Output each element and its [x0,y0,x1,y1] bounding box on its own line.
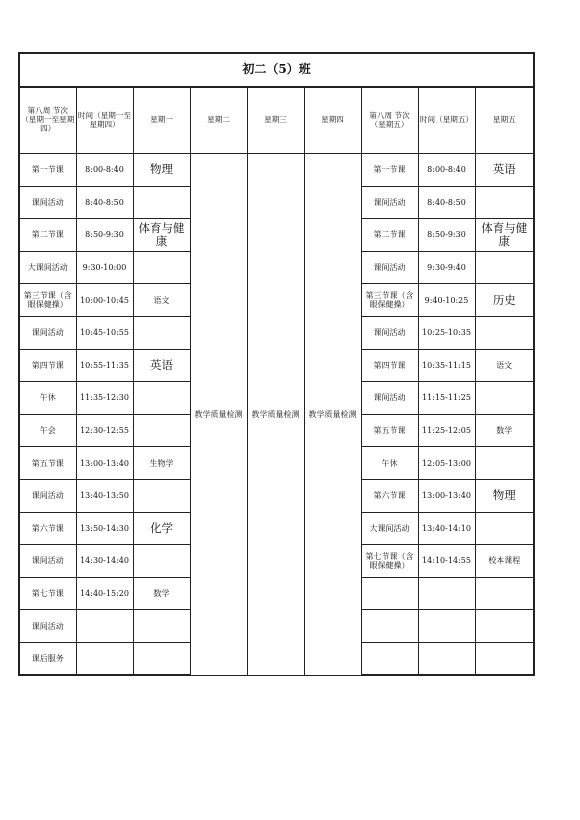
right-period-cell: 课间活动 [361,251,418,284]
right-time-cell: 10:35-11:15 [418,349,475,382]
friday-cell [475,382,534,415]
left-period-cell: 第五节课 [19,447,76,480]
wednesday-merged-cell: 教学质量检测 [247,154,304,676]
friday-cell: 体育与健康 [475,219,534,252]
left-time-cell [76,642,133,675]
header-left-period: 第八周 节次（星期一至星期四） [19,87,76,154]
thursday-merged-cell: 教学质量检测 [304,154,361,676]
right-time-cell: 11:25-12:05 [418,414,475,447]
left-period-cell: 第三节课（含眼保健操） [19,284,76,317]
header-tuesday: 星期二 [190,87,247,154]
monday-cell: 生物学 [133,447,190,480]
friday-cell [475,186,534,219]
right-period-cell: 课间活动 [361,316,418,349]
friday-cell: 历史 [475,284,534,317]
page-title: 初二（5）班 [19,53,534,87]
left-time-cell: 14:30-14:40 [76,545,133,578]
right-time-cell: 12:05-13:00 [418,447,475,480]
right-period-cell [361,642,418,675]
monday-cell: 化学 [133,512,190,545]
monday-cell: 英语 [133,349,190,382]
right-time-cell: 8:00-8:40 [418,154,475,187]
left-time-cell: 11:35-12:30 [76,382,133,415]
friday-cell [475,512,534,545]
right-period-cell: 第四节课 [361,349,418,382]
left-period-cell: 午会 [19,414,76,447]
friday-cell: 英语 [475,154,534,187]
left-period-cell: 课间活动 [19,610,76,643]
right-time-cell: 9:30-9:40 [418,251,475,284]
left-period-cell: 课间活动 [19,479,76,512]
left-period-cell: 第一节课 [19,154,76,187]
right-period-cell: 第五节课 [361,414,418,447]
table-row [19,154,534,187]
header-thursday: 星期四 [304,87,361,154]
friday-cell [475,577,534,610]
right-period-cell: 大课间活动 [361,512,418,545]
left-period-cell: 大课间活动 [19,251,76,284]
right-time-cell: 8:50-9:30 [418,219,475,252]
friday-cell: 校本课程 [475,545,534,578]
friday-cell: 物理 [475,479,534,512]
friday-cell [475,251,534,284]
left-period-cell: 课间活动 [19,545,76,578]
header-right-period: 第八周 节次（星期五） [361,87,418,154]
monday-cell: 语文 [133,284,190,317]
right-time-cell [418,577,475,610]
right-period-cell [361,577,418,610]
left-time-cell: 13:40-13:50 [76,479,133,512]
friday-cell: 数学 [475,414,534,447]
friday-cell: 语文 [475,349,534,382]
right-time-cell: 13:40-14:10 [418,512,475,545]
left-time-cell: 12:30-12:55 [76,414,133,447]
left-time-cell: 13:00-13:40 [76,447,133,480]
right-time-cell: 11:15-11:25 [418,382,475,415]
left-period-cell: 课后服务 [19,642,76,675]
left-time-cell: 10:55-11:35 [76,349,133,382]
monday-cell [133,414,190,447]
monday-cell [133,642,190,675]
monday-cell [133,382,190,415]
left-period-cell: 第二节课 [19,219,76,252]
left-time-cell: 8:50-9:30 [76,219,133,252]
header-right-time: 时间（星期五） [418,87,475,154]
left-period-cell: 课间活动 [19,316,76,349]
right-time-cell: 13:00-13:40 [418,479,475,512]
left-period-cell: 课间活动 [19,186,76,219]
right-period-cell: 课间活动 [361,382,418,415]
right-time-cell [418,610,475,643]
right-period-cell: 午休 [361,447,418,480]
left-period-cell: 第四节课 [19,349,76,382]
monday-cell: 物理 [133,154,190,187]
right-time-cell: 9:40-10:25 [418,284,475,317]
right-period-cell: 课间活动 [361,186,418,219]
friday-cell [475,642,534,675]
left-time-cell: 13:50-14:30 [76,512,133,545]
left-time-cell: 9:30-10:00 [76,251,133,284]
monday-cell [133,545,190,578]
left-period-cell: 第六节课 [19,512,76,545]
right-period-cell [361,610,418,643]
right-period-cell: 第一节课 [361,154,418,187]
header-wednesday: 星期三 [247,87,304,154]
left-period-cell: 第七节课 [19,577,76,610]
left-time-cell: 8:40-8:50 [76,186,133,219]
friday-cell [475,447,534,480]
left-time-cell: 10:00-10:45 [76,284,133,317]
monday-cell [133,251,190,284]
right-period-cell: 第二节课 [361,219,418,252]
header-left-time: 时间（星期一至星期四） [76,87,133,154]
left-time-cell: 14:40-15:20 [76,577,133,610]
monday-cell [133,316,190,349]
header-row [19,87,534,154]
right-period-cell: 第七节课（含眼保健操） [361,545,418,578]
left-time-cell: 10:45-10:55 [76,316,133,349]
monday-cell: 数学 [133,577,190,610]
header-monday: 星期一 [133,87,190,154]
tuesday-merged-cell: 教学质量检测 [190,154,247,676]
monday-cell: 体育与健康 [133,219,190,252]
right-time-cell [418,642,475,675]
friday-cell [475,610,534,643]
monday-cell [133,610,190,643]
left-period-cell: 午休 [19,382,76,415]
monday-cell [133,479,190,512]
monday-cell [133,186,190,219]
right-period-cell: 第三节课（含眼保健操） [361,284,418,317]
timetable [18,52,535,676]
right-time-cell: 10:25-10:35 [418,316,475,349]
right-period-cell: 第六节课 [361,479,418,512]
left-time-cell [76,610,133,643]
friday-cell [475,316,534,349]
left-time-cell: 8:00-8:40 [76,154,133,187]
header-friday: 星期五 [475,87,534,154]
right-time-cell: 14:10-14:55 [418,545,475,578]
right-time-cell: 8:40-8:50 [418,186,475,219]
